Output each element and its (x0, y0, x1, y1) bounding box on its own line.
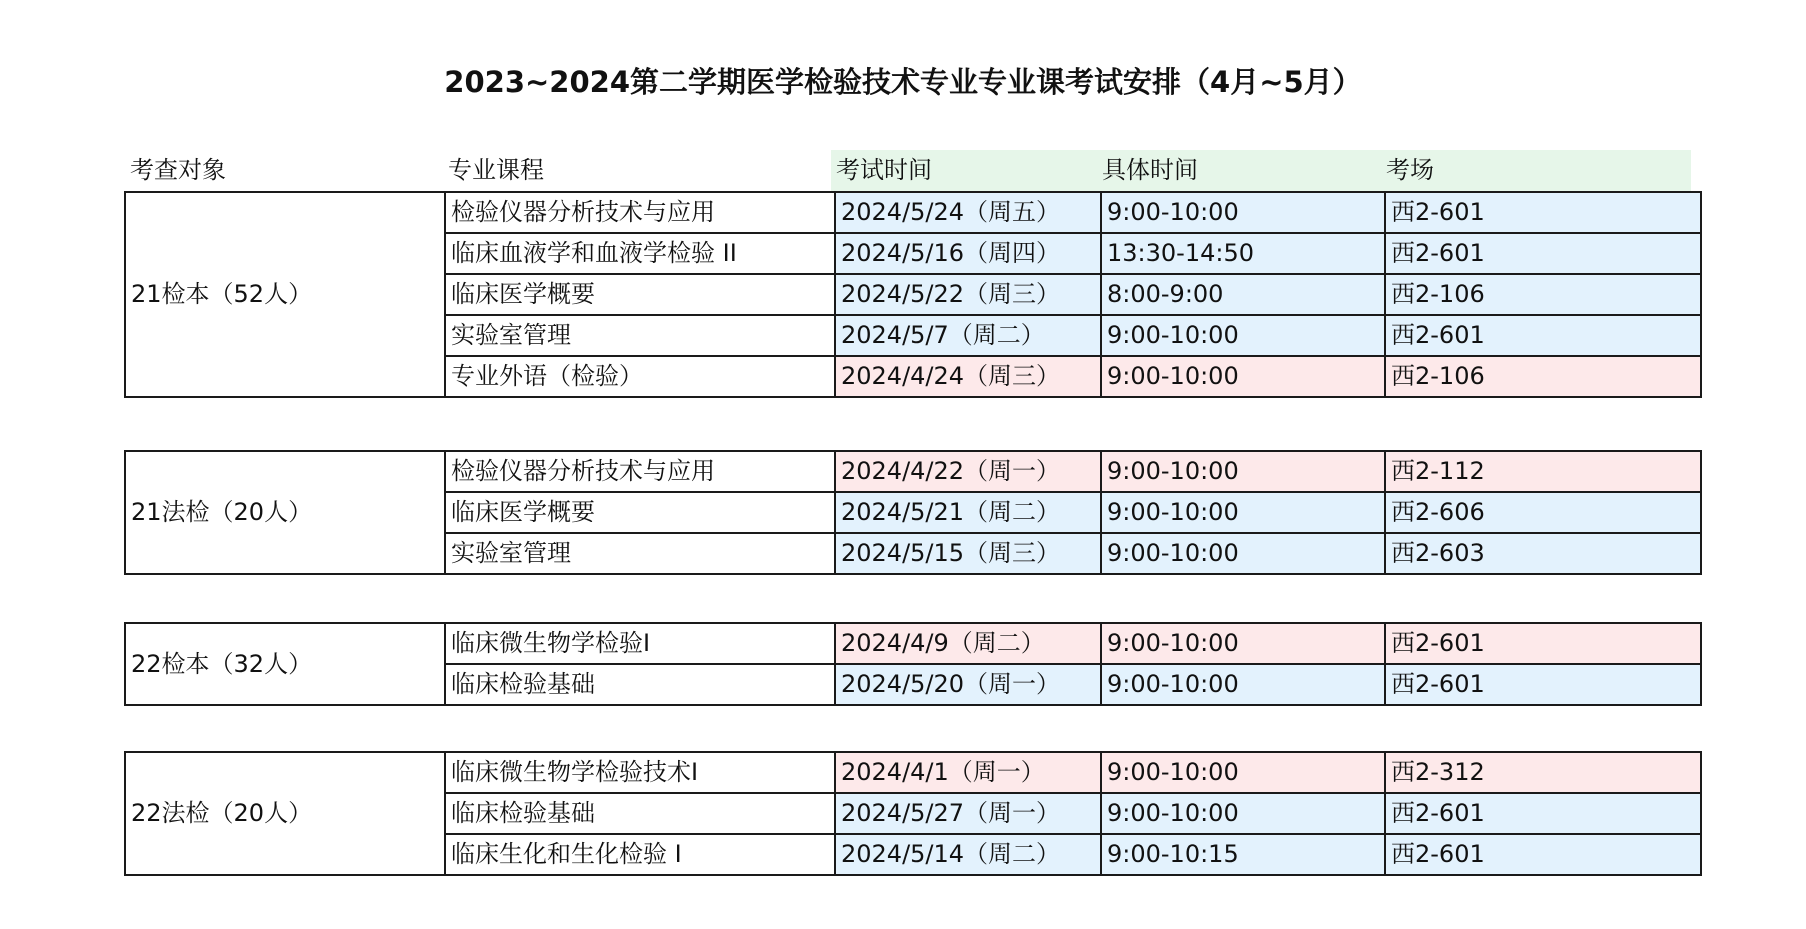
date-cell: 2024/4/9（周二） (835, 623, 1101, 664)
time-cell: 9:00-10:15 (1101, 834, 1385, 875)
course-cell: 实验室管理 (445, 315, 835, 356)
room-cell: 西2-601 (1385, 192, 1701, 233)
date-cell: 2024/5/27（周一） (835, 793, 1101, 834)
group-table-22fajian (124, 751, 1702, 876)
page-title: 2023~2024第二学期医学检验技术专业专业课考试安排（4月~5月） (444, 65, 1362, 99)
course-cell: 临床检验基础 (445, 793, 835, 834)
date-cell: 2024/4/22（周一） (835, 451, 1101, 492)
header-date: 考试时间 (836, 156, 932, 184)
course-cell: 专业外语（检验） (445, 356, 835, 397)
date-cell: 2024/4/24（周三） (835, 356, 1101, 397)
group-table-21fajian (124, 450, 1702, 575)
group-target-cell: 22检本（32人） (125, 623, 445, 705)
date-cell: 2024/5/21（周二） (835, 492, 1101, 533)
time-cell: 9:00-10:00 (1101, 315, 1385, 356)
time-cell: 9:00-10:00 (1101, 664, 1385, 705)
header-course: 专业课程 (448, 156, 544, 184)
group-target-cell: 21检本（52人） (125, 192, 445, 397)
course-cell: 临床生化和生化检验 I (445, 834, 835, 875)
date-cell: 2024/5/24（周五） (835, 192, 1101, 233)
course-cell: 临床医学概要 (445, 274, 835, 315)
time-cell: 9:00-10:00 (1101, 793, 1385, 834)
course-cell: 临床医学概要 (445, 492, 835, 533)
course-cell: 临床微生物学检验I (445, 623, 835, 664)
time-cell: 9:00-10:00 (1101, 533, 1385, 574)
room-cell: 西2-106 (1385, 356, 1701, 397)
table-row (125, 752, 1701, 793)
header-time: 具体时间 (1102, 156, 1198, 184)
course-cell: 实验室管理 (445, 533, 835, 574)
room-cell: 西2-112 (1385, 451, 1701, 492)
room-cell: 西2-601 (1385, 834, 1701, 875)
header-room: 考场 (1386, 156, 1434, 184)
time-cell: 9:00-10:00 (1101, 623, 1385, 664)
room-cell: 西2-601 (1385, 315, 1701, 356)
date-cell: 2024/5/22（周三） (835, 274, 1101, 315)
room-cell: 西2-606 (1385, 492, 1701, 533)
time-cell: 9:00-10:00 (1101, 492, 1385, 533)
group-target-cell: 22法检（20人） (125, 752, 445, 875)
date-cell: 2024/5/7（周二） (835, 315, 1101, 356)
group-table-21jianben (124, 191, 1702, 398)
time-cell: 8:00-9:00 (1101, 274, 1385, 315)
table-row (125, 623, 1701, 664)
date-cell: 2024/5/14（周二） (835, 834, 1101, 875)
date-cell: 2024/5/16（周四） (835, 233, 1101, 274)
room-cell: 西2-312 (1385, 752, 1701, 793)
group-table-22jianben (124, 622, 1702, 706)
room-cell: 西2-106 (1385, 274, 1701, 315)
room-cell: 西2-601 (1385, 233, 1701, 274)
time-cell: 13:30-14:50 (1101, 233, 1385, 274)
course-cell: 临床检验基础 (445, 664, 835, 705)
room-cell: 西2-601 (1385, 793, 1701, 834)
table-row (125, 192, 1701, 233)
room-cell: 西2-603 (1385, 533, 1701, 574)
room-cell: 西2-601 (1385, 623, 1701, 664)
time-cell: 9:00-10:00 (1101, 192, 1385, 233)
time-cell: 9:00-10:00 (1101, 752, 1385, 793)
time-cell: 9:00-10:00 (1101, 451, 1385, 492)
course-cell: 临床微生物学检验技术I (445, 752, 835, 793)
time-cell: 9:00-10:00 (1101, 356, 1385, 397)
table-row (125, 451, 1701, 492)
table-header (125, 150, 1691, 191)
room-cell: 西2-601 (1385, 664, 1701, 705)
date-cell: 2024/5/15（周三） (835, 533, 1101, 574)
course-cell: 临床血液学和血液学检验 II (445, 233, 835, 274)
header-target: 考查对象 (130, 156, 226, 184)
course-cell: 检验仪器分析技术与应用 (445, 451, 835, 492)
date-cell: 2024/4/1（周一） (835, 752, 1101, 793)
group-target-cell: 21法检（20人） (125, 451, 445, 574)
course-cell: 检验仪器分析技术与应用 (445, 192, 835, 233)
date-cell: 2024/5/20（周一） (835, 664, 1101, 705)
